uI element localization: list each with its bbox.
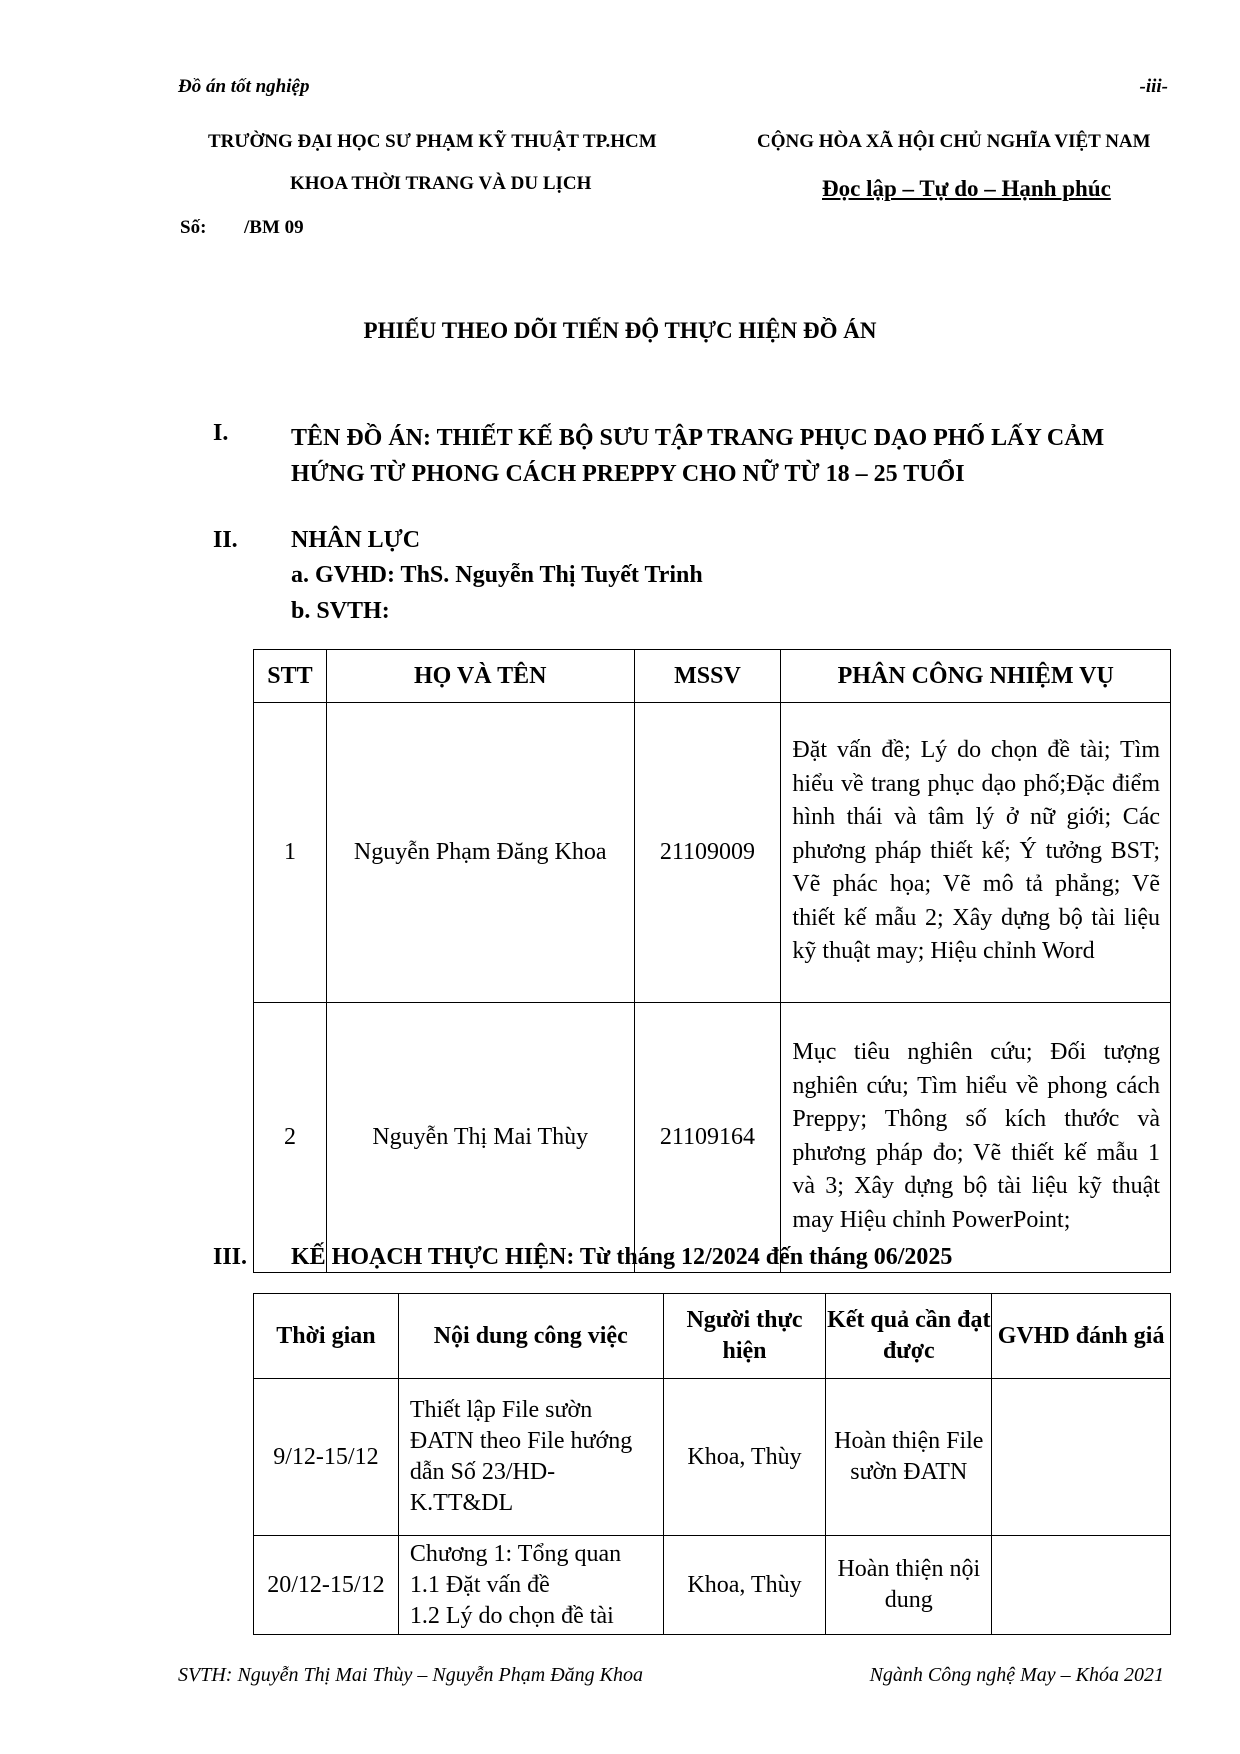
students-label: b. SVTH:: [291, 598, 390, 624]
section-1-project-name: TÊN ĐỒ ÁN: THIẾT KẾ BỘ SƯU TẬP TRANG PHỤC DẠO PHỐ LẤY CẢM HỨNG TỪ PHONG CÁCH PREPPY CHO NỮ TỪ 18 – 25 TUỔI: [291, 425, 1105, 487]
cell-task: Mục tiêu nghiên cứu; Đối tượng nghiên cứu; Tìm hiểu về phong cách Preppy; Thông số kích thước và phương pháp đo; Vẽ thiết kế mẫu 1 và 3; Xây dựng bộ tài liệu kỹ thuật may Hiệu chỉnh PowerPoint;: [781, 1003, 1171, 1273]
header-task: PHÂN CÔNG NHIỆM VỤ: [781, 650, 1171, 703]
section-3-number: III.: [213, 1244, 248, 1270]
national-motto: Đọc lập – Tự do – Hạnh phúc: [822, 176, 1111, 201]
cell-mssv: 21109164: [634, 1003, 781, 1273]
cell-evaluation: [992, 1379, 1171, 1536]
cell-stt: 1: [254, 703, 327, 1003]
table-row: [254, 703, 1171, 1003]
students-table: [253, 649, 1171, 1273]
table-row: [254, 1536, 1171, 1635]
cell-content: Thiết lập File sườn ĐATN theo File hướng dẫn Số 23/HD-K.TT&DL: [398, 1379, 663, 1536]
cell-mssv: 21109009: [634, 703, 781, 1003]
document-title: PHIẾU THEO DÕI TIẾN ĐỘ THỰC HIỆN ĐỒ ÁN: [363, 318, 877, 343]
plan-table: [253, 1293, 1171, 1635]
cell-content: Chương 1: Tổng quan 1.1 Đặt vấn đề 1.2 Lý do chọn đề tài: [398, 1536, 663, 1635]
table-header-row: [254, 650, 1171, 703]
running-header-left: Đồ án tốt nghiệp: [178, 76, 310, 97]
cell-person: Khoa, Thùy: [663, 1536, 826, 1635]
cell-name: Nguyễn Thị Mai Thùy: [326, 1003, 634, 1273]
cell-evaluation: [992, 1536, 1171, 1635]
section-2-heading: NHÂN LỰC: [291, 527, 421, 553]
document-number-code: /BM 09: [244, 217, 304, 238]
cell-name: Nguyễn Phạm Đăng Khoa: [326, 703, 634, 1003]
advisor-line: a. GVHD: ThS. Nguyễn Thị Tuyết Trinh: [291, 562, 703, 588]
header-stt: STT: [254, 650, 327, 703]
table-row: [254, 1003, 1171, 1273]
header-content: Nội dung công việc: [398, 1294, 663, 1379]
header-mssv: MSSV: [634, 650, 781, 703]
cell-task: Đặt vấn đề; Lý do chọn đề tài; Tìm hiểu về trang phục dạo phố;Đặc điểm hình thái và tâm lý ở nữ giới; Các phương pháp thiết kế; Ý tưởng BST; Vẽ phác họa; Vẽ mô tả phẳng; Vẽ thiết kế mẫu 2; Xây dựng bộ tài liệu kỹ thuật may; Hiệu chỉnh Word: [781, 703, 1171, 1003]
cell-time: 9/12-15/12: [254, 1379, 399, 1536]
cell-result: Hoàn thiện nội dung: [826, 1536, 992, 1635]
cell-person: Khoa, Thùy: [663, 1379, 826, 1536]
university-name: TRƯỜNG ĐẠI HỌC SƯ PHẠM KỸ THUẬT TP.HCM: [208, 131, 657, 152]
cell-result: Hoàn thiện File sườn ĐATN: [826, 1379, 992, 1536]
section-1-number: I.: [213, 420, 229, 446]
document-number-label: Số:: [180, 217, 207, 238]
header-time: Thời gian: [254, 1294, 399, 1379]
header-evaluation: GVHD đánh giá: [992, 1294, 1171, 1379]
section-3-heading: KẾ HOẠCH THỰC HIỆN: Từ tháng 12/2024 đến tháng 06/2025: [291, 1244, 953, 1270]
section-2-number: II.: [213, 527, 238, 553]
header-person: Người thực hiện: [663, 1294, 826, 1379]
footer-program: Ngành Công nghệ May – Khóa 2021: [869, 1664, 1164, 1686]
footer-students: SVTH: Nguyễn Thị Mai Thùy – Nguyễn Phạm Đăng Khoa: [178, 1664, 643, 1686]
cell-time: 20/12-15/12: [254, 1536, 399, 1635]
cell-stt: 2: [254, 1003, 327, 1273]
header-result: Kết quả cần đạt được: [826, 1294, 992, 1379]
republic-name: CỘNG HÒA XÃ HỘI CHỦ NGHĨA VIỆT NAM: [757, 131, 1151, 152]
table-row: [254, 1379, 1171, 1536]
table-header-row: [254, 1294, 1171, 1379]
header-name: HỌ VÀ TÊN: [326, 650, 634, 703]
page-number: -iii-: [1139, 76, 1168, 97]
faculty-name: KHOA THỜI TRANG VÀ DU LỊCH: [290, 173, 592, 194]
